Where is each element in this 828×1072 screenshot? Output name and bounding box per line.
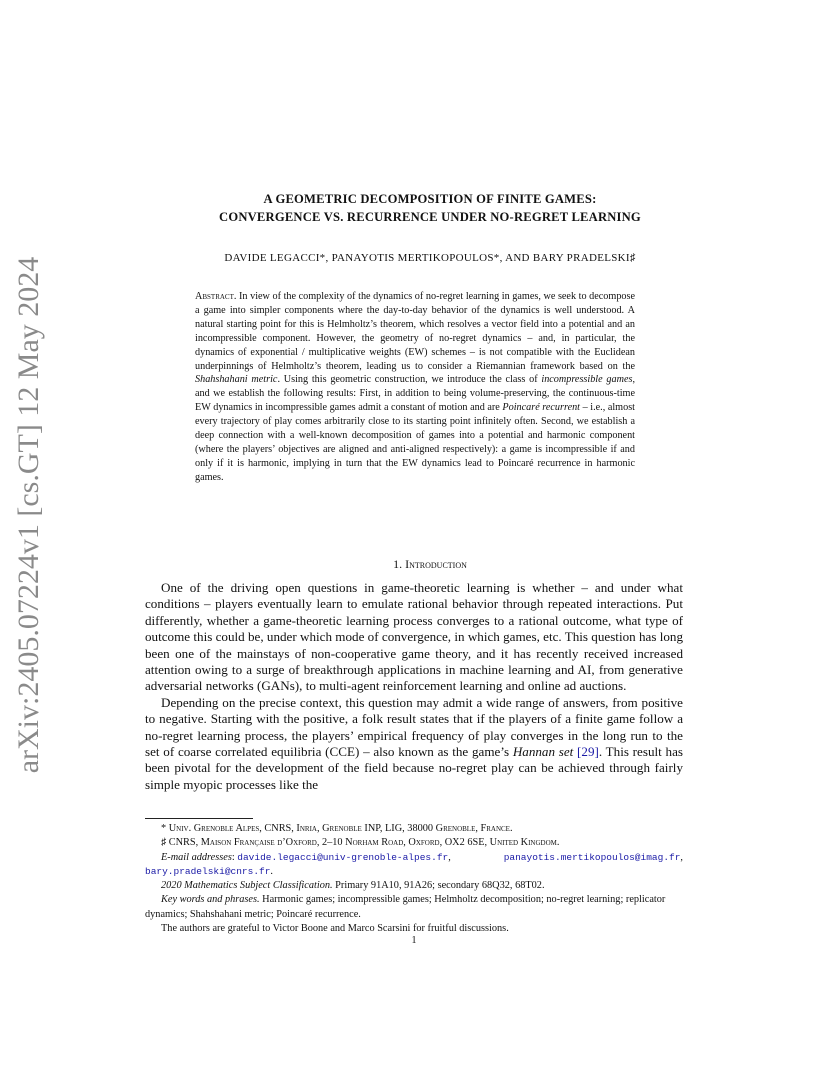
arxiv-identifier-text: arXiv:2405.07224v1 [cs.GT] 12 May 2024 bbox=[12, 256, 45, 774]
abstract-text-3: , and we establish the following results: First, in addition to being volume-preserving, the continuous-time EW dynamics in incompressible games admit a constant of motion and are bbox=[195, 374, 635, 414]
footnotes bbox=[145, 822, 683, 936]
acknowledgements: The authors are grateful to Victor Boone and Marco Scarsini for fruitful discussions. bbox=[161, 923, 509, 935]
abstract-label: Abstract. bbox=[195, 291, 237, 302]
body-paragraph-2-text-b: . This result has been pivotal for the development of the field because no-regret play can be achieved through fairly simple myopic processes like the bbox=[145, 744, 683, 792]
page-number: 1 bbox=[411, 935, 417, 946]
email-line-2: bary.pradelski@cnrs.fr. bbox=[145, 865, 273, 877]
msc-classification: 2020 Mathematics Subject Classification. Primary 91A10, 91A26; secondary 68Q32, 68T02. bbox=[161, 880, 545, 892]
author-list: DAVIDE LEGACCI*, PANAYOTIS MERTIKOPOULOS*, AND BARY PRADELSKI♯ bbox=[224, 252, 636, 264]
citation-link-29[interactable]: [29] bbox=[577, 744, 599, 760]
abstract-emphasis-1: Shahshahani metric bbox=[195, 374, 278, 386]
affiliation-1: * Univ. Grenoble Alpes, CNRS, Inria, Grenoble INP, LIG, 38000 Grenoble, France. bbox=[161, 823, 513, 834]
abstract-emphasis-3: Poincaré recurrent bbox=[502, 402, 581, 414]
paper-title-line-1: A GEOMETRIC DECOMPOSITION OF FINITE GAMES: bbox=[263, 192, 597, 206]
footnote-divider bbox=[145, 818, 253, 819]
arxiv-identifier-stamp bbox=[4, 256, 54, 774]
keywords: Key words and phrases. Harmonic games; incompressible games; Helmholtz decomposition; no-regret learning; replicator dynamics; Shahshahani metric; Poincaré recurrence. bbox=[145, 894, 666, 920]
body-paragraph-2-text-a: Depending on the precise context, this question may admit a wide range of answers, from positive to negative. Starting with the positive, a folk result states that if the players of a finite game follow a no-regret learning process, the players’ empirical frequency of play converges in the long run to the set of coarse correlated equilibria (CCE) – also known as the game’s bbox=[145, 694, 683, 760]
body-paragraph-2 bbox=[145, 695, 683, 793]
introduction-body bbox=[145, 580, 683, 793]
body-paragraph-1: One of the driving open questions in game-theoretic learning is whether – and under what conditions – players eventually learn to emulate rational behavior through repeated interactions. Put differently, whether a game-theoretic learning process converges to a rational outcome, what type of outcome this could be, under which mode of convergence, in which games, etc. This question has long been one of the mainstays of non-cooperative game theory, and it has recently received increased attention owing to a surge of breakthrough applications in machine learning and AI, from generative adversarial networks (GANs), to multi-agent reinforcement learning and online ad auctions. bbox=[145, 580, 683, 694]
abstract bbox=[195, 290, 635, 485]
abstract-text-2: . Using this geometric construction, we introduce the class of bbox=[277, 374, 542, 386]
hannan-set-term: Hannan set bbox=[512, 744, 574, 760]
email-label: E-mail addresses bbox=[161, 851, 232, 863]
abstract-text-4: – i.e., almost every trajectory of play comes arbitrarily close to its starting point infinitely often. Second, we establish a deep connection with a well-known decomposition of games into a potential and harmonic component (where the players’ objectives are aligned and anti-aligned respectively): a game is incompressible if and only if it is harmonic, implying in turn that the EW dynamics lead to Poincaré recurrence in harmonic games. bbox=[195, 402, 635, 483]
email-line: E-mail addresses: davide.legacci@univ-grenoble-alpes.fr, panayotis.mertikopoulos@imag.fr, bbox=[161, 851, 683, 863]
email-link-mertikopoulos[interactable]: panayotis.mertikopoulos@imag.fr bbox=[503, 851, 681, 863]
email-link-legacci[interactable]: davide.legacci@univ-grenoble-alpes.fr bbox=[237, 851, 449, 863]
section-heading-introduction: 1. Introduction bbox=[393, 557, 467, 571]
paper-title-line-2: CONVERGENCE VS. RECURRENCE UNDER NO-REGRET LEARNING bbox=[219, 210, 641, 224]
abstract-emphasis-2: incompressible games bbox=[541, 374, 633, 386]
email-link-pradelski[interactable]: bary.pradelski@cnrs.fr bbox=[145, 865, 271, 877]
abstract-text-1: In view of the complexity of the dynamics of no-regret learning in games, we seek to decompose a game into simpler components where the day-to-day behavior of the dynamics is well understood. A natural starting point for this is Helmholtz’s theorem, which resolves a vector field into a potential and an incompressible component. However, the geometry of no-regret dynamics – and, in particular, the dynamics of exponential / multiplicative weights (EW) schemes – is not compatible with the Euclidean underpinnings of Helmholtz’s theorem, leading us to consider a Riemannian framework based on the bbox=[195, 291, 635, 372]
affiliation-2: ♯ CNRS, Maison Française d’Oxford, 2–10 Norham Road, Oxford, OX2 6SE, United Kingdom. bbox=[161, 837, 560, 849]
